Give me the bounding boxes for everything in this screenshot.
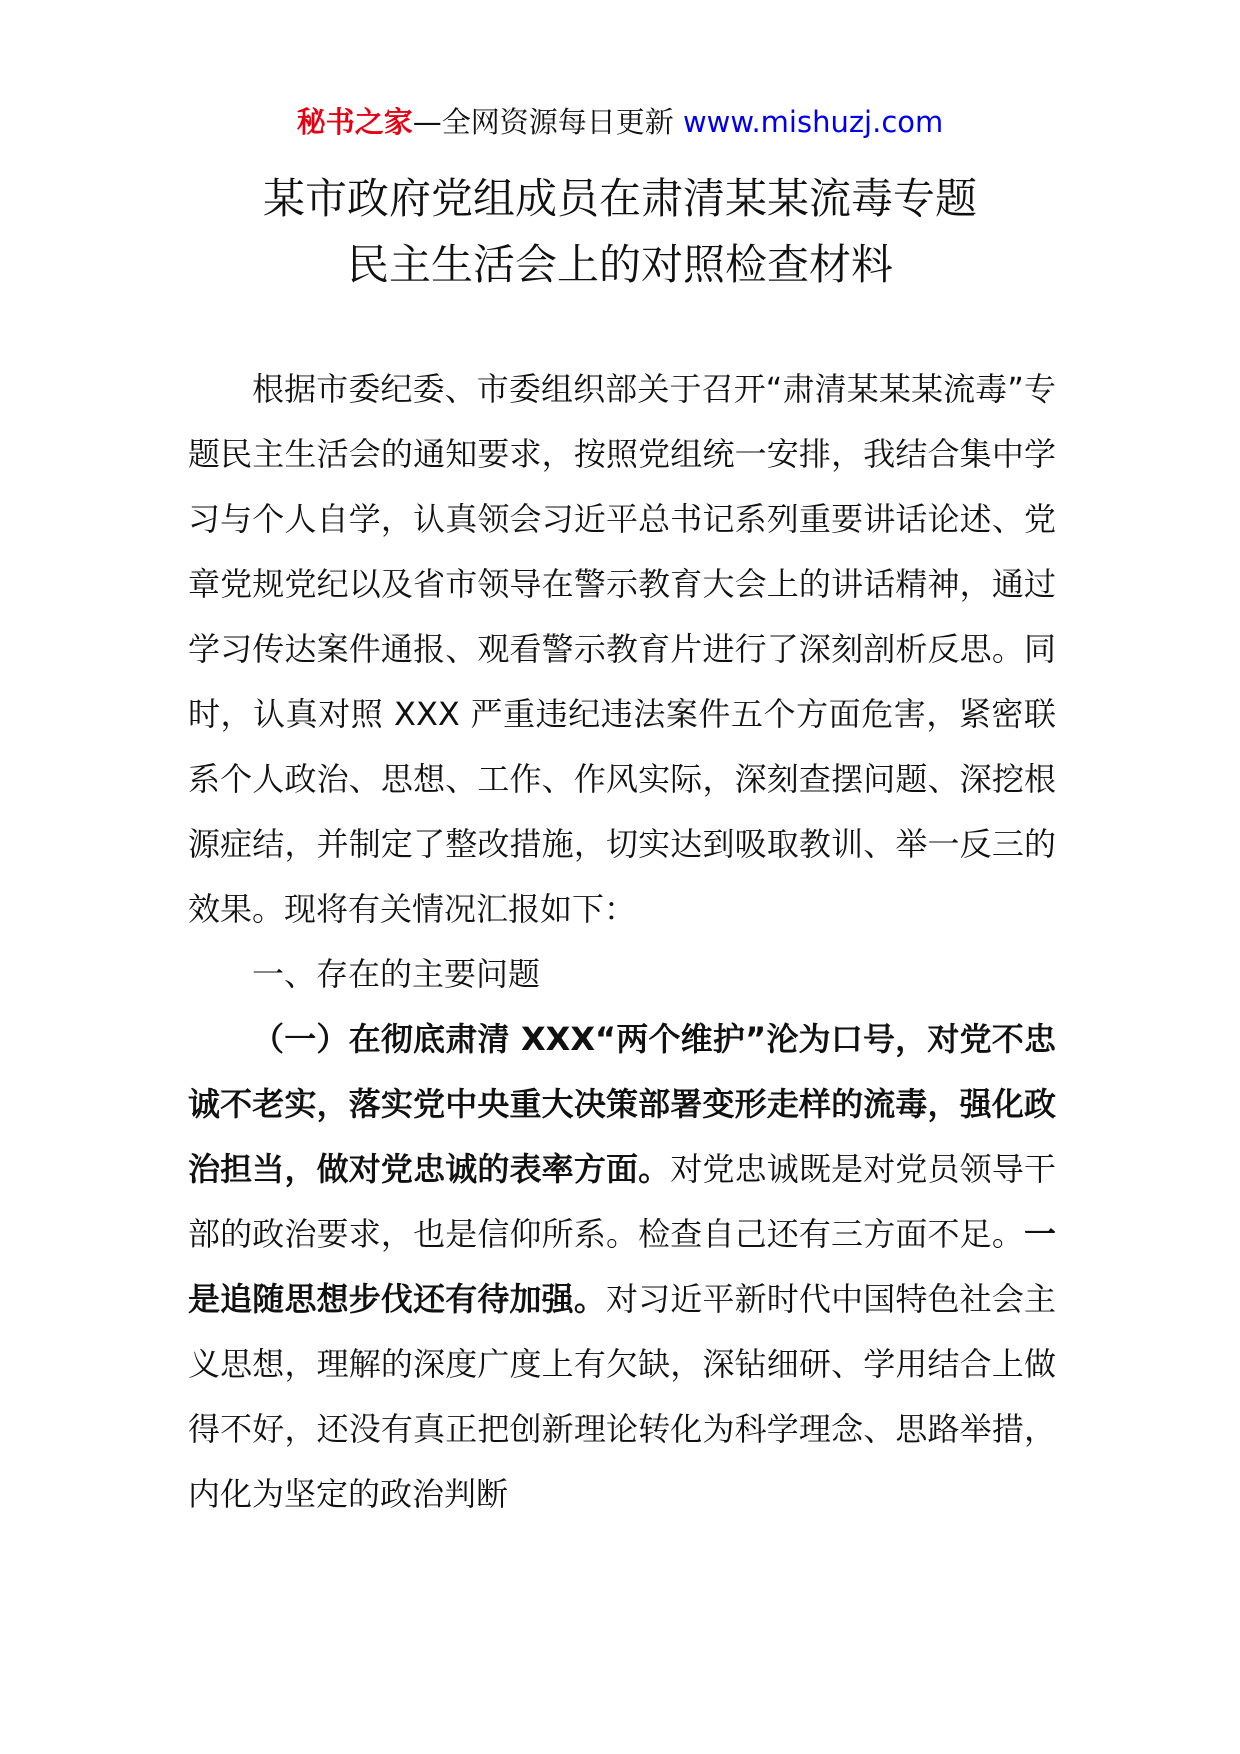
title-line-2: 民主生活会上的对照检查材料 [346,240,893,289]
item-1-point-1: 一是追随思想步伐还有待加强。 [188,1215,1056,1318]
site-url-link[interactable]: www.mishuzj.com [682,105,944,139]
title-line-1: 某市政府党组成员在肃清某某流毒专题 [262,174,977,223]
document-title [0,166,1240,298]
item-1-text: 对党忠诚既是对党员领导干部的政治要求，也是信仰所系。检查自己还有三方面不足。 [188,1150,1056,1253]
intro-paragraph: 根据市委纪委、市委组织部关于召开“肃清某某某流毒”专题民主生活会的通知要求，按照党组统一安排，我结合集中学习与个人自学，认真领会习近平总书记系列重要讲话论述、党章党规党纪以及省市领导在警示教育大会上的讲话精神，通过学习传达案件通报、观看警示教育片进行了深刻剖析反思。同时，认真对照 XXX 严重违纪违法案件五个方面危害，紧密联系个人政治、思想、工作、作风实际，深刻查摆问题、深挖根源症结，并制定了整改措施，切实达到吸取教训、举一反三的效果。现将有关情况汇报如下： [188,370,1056,928]
site-tagline: —全网资源每日更新 [412,105,674,139]
item-1-heading: （一）在彻底肃清 XXX“两个维护”沦为口号，对党不忠诚不老实，落实党中央重大决策部署变形走样的流毒，强化政治担当，做对党忠诚的表率方面。 [188,1020,1056,1188]
section-heading: 一、存在的主要问题 [252,955,541,993]
document-body [188,357,1056,1527]
item-1-point-1-text: 对习近平新时代中国特色社会主义思想，理解的深度广度上有欠缺，深钻细研、学用结合上做得不好，还没有真正把创新理论转化为科学理念、思路举措，内化为坚定的政治判断 [188,1280,1056,1513]
site-header [0,102,1240,142]
site-brand: 秘书之家 [296,105,413,139]
item-1-paragraph [188,1007,1056,1527]
